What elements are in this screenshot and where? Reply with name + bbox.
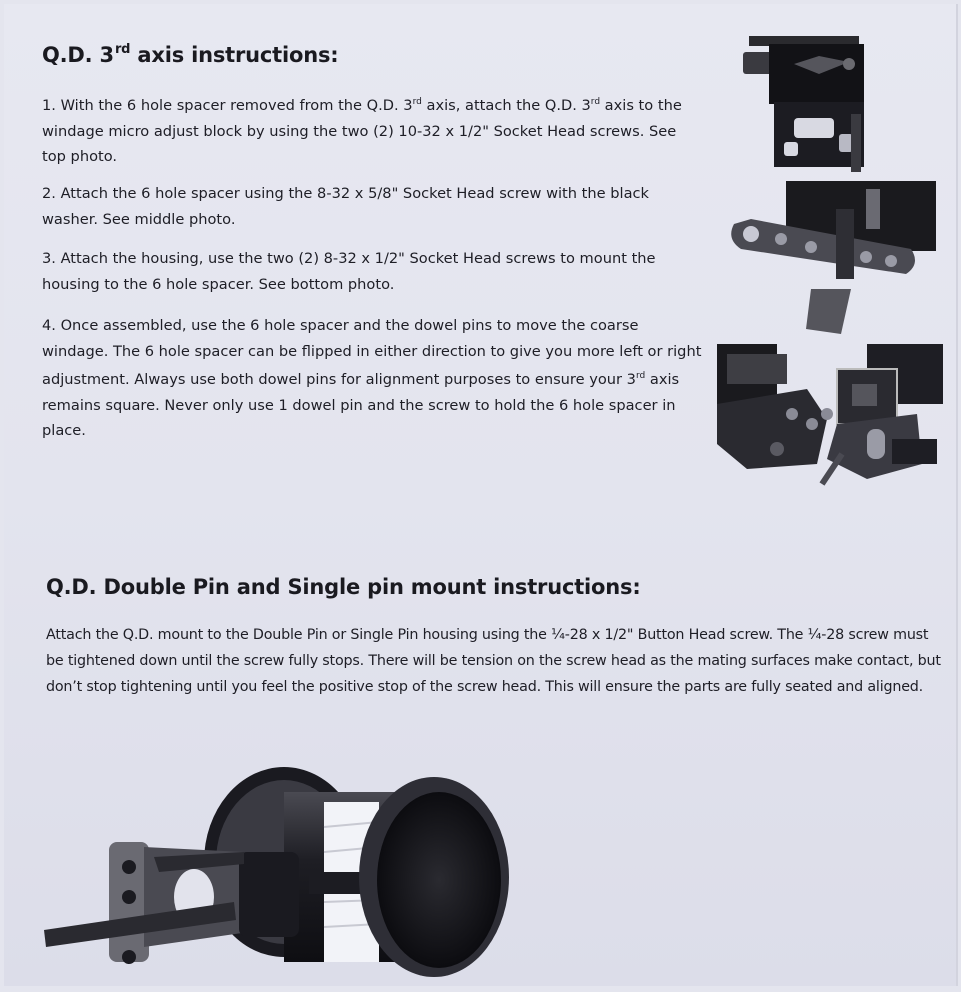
section-title-3rd-axis [42, 42, 339, 67]
sight-housing-photo [44, 752, 514, 992]
step-text: 4. Once assembled, use the 6 hole spacer and the dowel pins to move the coarse windage. The 6 hole spacer can be flipped in either direction to give you more left or right adjustment. Always use both dowel pins for alignment purposes to ensure your 3 [42, 317, 702, 388]
title-superscript: rd [114, 42, 131, 57]
instruction-step-1 [42, 90, 702, 170]
housing-mount-image [717, 344, 943, 489]
step-text: axis, attach the Q.D. 3 [421, 97, 591, 114]
pin-mount-instructions: Attach the Q.D. mount to the Double Pin or Single Pin housing using the ¼-28 x 1/2" Button Head screw. The ¼-28 screw must be tightened down until the screw fully stops. There will be tension on the screw head as the mating surfaces make contact, but don’t stop tightening until you feel the positive stop of the screw head. This will ensure the parts are fully seated and aligned. [46, 627, 941, 695]
middle-photo [726, 179, 941, 339]
axis-block-image [739, 34, 874, 174]
superscript: rd [590, 97, 601, 107]
sight-housing-image [44, 752, 514, 992]
superscript: rd [635, 371, 646, 381]
document-page [4, 4, 958, 986]
top-photo [739, 34, 874, 174]
section-title-pin-mount: Q.D. Double Pin and Single pin mount instructions: [46, 575, 641, 599]
step-text: axis remains square. Never only use 1 dowel pin and the screw to hold the 6 hole spacer in place. [42, 371, 680, 439]
instruction-step-2: 2. Attach the 6 hole spacer using the 8-32 x 5/8" Socket Head screw with the black washer. See middle photo. [42, 185, 649, 228]
bottom-photo [717, 344, 943, 489]
instruction-step-3: 3. Attach the housing, use the two (2) 8-32 x 1/2" Socket Head screws to mount the housing to the 6 hole spacer. See bottom photo. [42, 250, 656, 293]
instruction-step-4 [42, 313, 702, 444]
title-text: Q.D. 3 [42, 43, 114, 67]
spacer-image [726, 179, 941, 339]
title-text: axis instructions: [130, 43, 339, 67]
step-text: 1. With the 6 hole spacer removed from the Q.D. 3 [42, 97, 413, 114]
step-text: axis to the windage micro adjust block by using the two (2) 10-32 x 1/2" Socket Head screws. See top photo. [42, 97, 682, 165]
superscript: rd [412, 97, 422, 107]
